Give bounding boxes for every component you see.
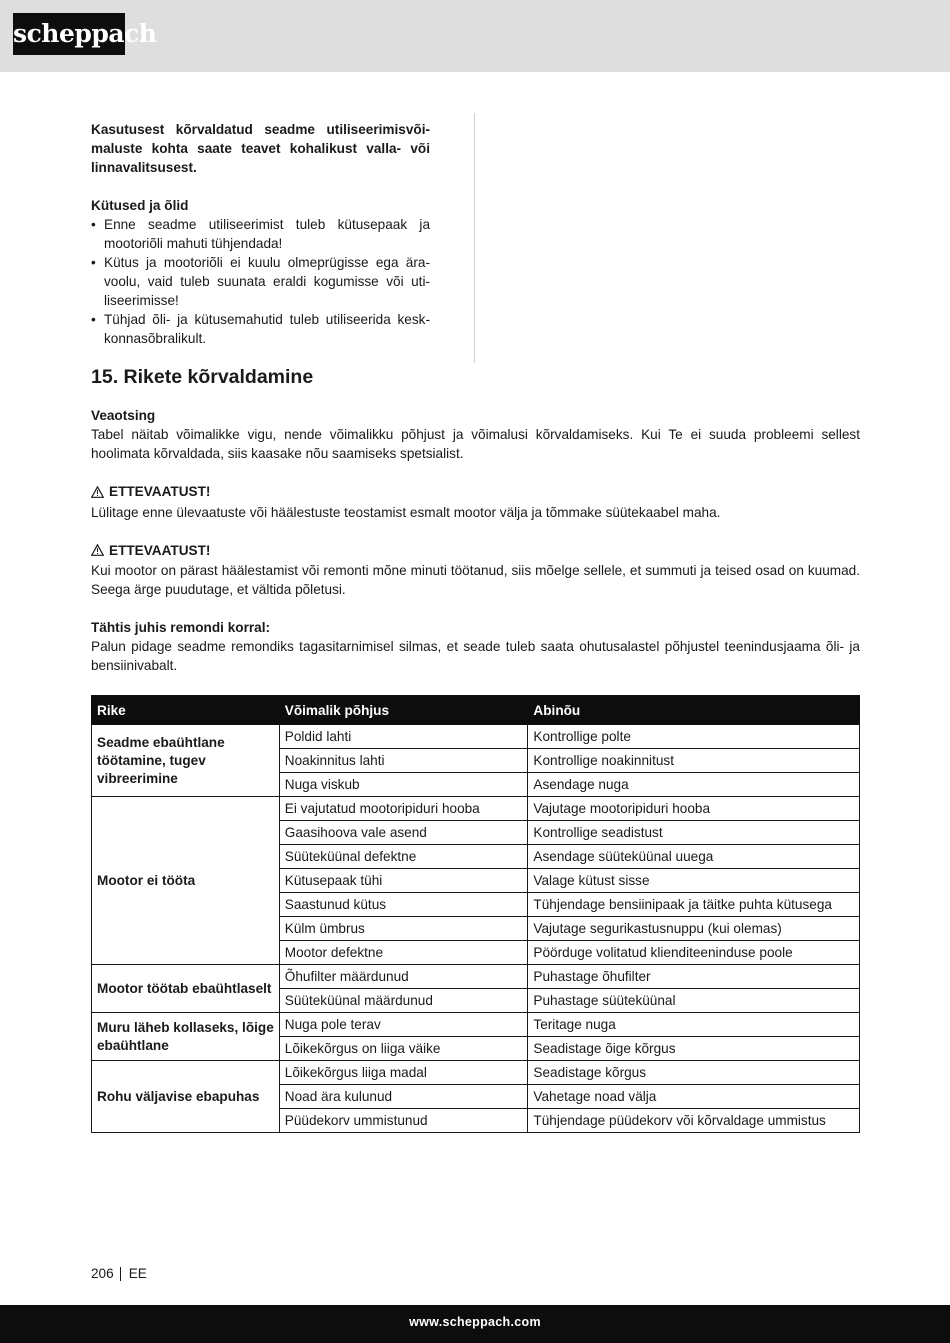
remedy-cell: Seadistage õige kõrgus xyxy=(528,1037,860,1061)
table-row xyxy=(92,1013,860,1037)
table-row xyxy=(92,725,860,749)
cause-cell: Süüteküünal defektne xyxy=(279,845,528,869)
fault-cell: Muru läheb kollaseks, lõige ebaühtlane xyxy=(92,1013,280,1061)
page-footer xyxy=(91,1265,147,1283)
table-body xyxy=(92,725,860,1133)
warning-label: ETTEVAATUST! xyxy=(109,484,211,499)
fault-cell: Rohu väljavise ebapuhas xyxy=(92,1061,280,1133)
remedy-cell: Puhastage õhufilter xyxy=(528,965,860,989)
column-header: Võimalik põhjus xyxy=(279,696,528,725)
brand-logo: scheppach xyxy=(13,13,125,55)
footer-separator xyxy=(120,1267,121,1281)
remedy-cell: Kontrollige noakinnitust xyxy=(528,749,860,773)
disposal-intro: Kasutusest kõrvaldatud seadme utiliseerimisvõi-maluste kohta saate teavet kohalikust valla- või linnavalitsusest. xyxy=(91,122,430,175)
remedy-cell: Asendage süüteküünal uuega xyxy=(528,845,860,869)
cause-cell: Nuga pole terav xyxy=(279,1013,528,1037)
table-row xyxy=(92,1061,860,1085)
footer-bar xyxy=(0,1305,950,1343)
column-header: Rike xyxy=(92,696,280,725)
cause-cell: Lõikekõrgus on liiga väike xyxy=(279,1037,528,1061)
cause-cell: Noakinnitus lahti xyxy=(279,749,528,773)
cause-cell: Gaasihoova vale asend xyxy=(279,821,528,845)
remedy-cell: Seadistage kõrgus xyxy=(528,1061,860,1085)
cause-cell: Püüdekorv ummistunud xyxy=(279,1109,528,1133)
remedy-cell: Teritage nuga xyxy=(528,1013,860,1037)
troubleshoot-title: Veaotsing xyxy=(91,408,156,423)
list-item: • Tühjad õli- ja kütusemahutid tuleb utiliseerida kesk-konnasõbralikult. xyxy=(91,310,430,348)
remedy-cell: Puhastage süüteküünal xyxy=(528,989,860,1013)
warning-heading xyxy=(91,541,210,560)
cause-cell: Poldid lahti xyxy=(279,725,528,749)
section-title: 15. Rikete kõrvaldamine xyxy=(91,366,314,388)
warning-label: ETTEVAATUST! xyxy=(109,542,211,558)
remedy-cell: Vahetage noad välja xyxy=(528,1085,860,1109)
remedy-cell: Tühjendage püüdekorv või kõrvaldage ummistus xyxy=(528,1109,860,1133)
cause-cell: Noad ära kulunud xyxy=(279,1085,528,1109)
repair-note-text: Palun pidage seadme remondiks tagasitarnimisel silmas, et seade tuleb saata ohutusalastel põhjustel teenindusjaama õli- ja bensiinivabalt. xyxy=(91,639,860,673)
cause-cell: Lõikekõrgus liiga madal xyxy=(279,1061,528,1085)
remedy-cell: Valage kütust sisse xyxy=(528,869,860,893)
cause-cell: Ei vajutatud mootoripiduri hooba xyxy=(279,797,528,821)
cause-cell: Mootor defektne xyxy=(279,941,528,965)
footer-url: www.scheppach.com xyxy=(409,1315,541,1329)
cause-cell: Nuga viskub xyxy=(279,773,528,797)
list-item: • Enne seadme utiliseerimist tuleb kütusepaak ja mootoriõli mahuti tühjendada! xyxy=(91,215,430,253)
cause-cell: Kütusepaak tühi xyxy=(279,869,528,893)
cause-cell: Süüteküünal määrdunud xyxy=(279,989,528,1013)
warning-heading xyxy=(91,482,210,501)
troubleshooting-table xyxy=(91,695,860,1133)
page-number: 206 xyxy=(91,1266,114,1281)
fuels-title: Kütused ja õlid xyxy=(91,198,189,213)
fault-cell: Mootor ei tööta xyxy=(92,797,280,965)
fuels-list xyxy=(91,215,430,348)
cause-cell: Õhufilter määrdunud xyxy=(279,965,528,989)
fault-cell: Mootor töötab ebaühtlaselt xyxy=(92,965,280,1013)
remedy-cell: Kontrollige seadistust xyxy=(528,821,860,845)
remedy-cell: Asendage nuga xyxy=(528,773,860,797)
table-header-row xyxy=(92,696,860,725)
repair-note-title: Tähtis juhis remondi korral: xyxy=(91,620,271,635)
warning-triangle-icon xyxy=(91,544,104,556)
warning-text: Kui mootor on pärast häälestamist või remonti mõne minuti töötanud, siis mõelge sellele, et summuti ja teised osad on kuumad. Seega ärge puudutage, et vältida põletusi. xyxy=(91,563,860,597)
table-row xyxy=(92,797,860,821)
troubleshoot-text: Tabel näitab võimalikke vigu, nende võimalikku põhjust ja võimalusi kõrvaldamiseks. Kui Te ei suuda probleemi sellest hoolimata kõrvaldada, siis kaasake nõu saamiseks spetsialist. xyxy=(91,427,860,461)
remedy-cell: Kontrollige polte xyxy=(528,725,860,749)
list-item: • Kütus ja mootoriõli ei kuulu olmeprügisse ega ära-voolu, vaid tuleb suunata eraldi kogumisse või uti-liseerimisse! xyxy=(91,253,430,310)
remedy-cell: Vajutage mootoripiduri hooba xyxy=(528,797,860,821)
table-row xyxy=(92,965,860,989)
column-header: Abinõu xyxy=(528,696,860,725)
warning-text: Lülitage enne ülevaatuste või häälestuste teostamist esmalt mootor välja ja tõmmake süütekaabel maha. xyxy=(91,504,721,520)
language-code: EE xyxy=(128,1266,147,1281)
remedy-cell: Tühjendage bensiinipaak ja täitke puhta kütusega xyxy=(528,893,860,917)
cause-cell: Külm ümbrus xyxy=(279,917,528,941)
remedy-cell: Vajutage segurikastusnuppu (kui olemas) xyxy=(528,917,860,941)
header-bar xyxy=(0,0,950,72)
cause-cell: Saastunud kütus xyxy=(279,893,528,917)
column-divider xyxy=(474,113,475,363)
fault-cell: Seadme ebaühtlane töötamine, tugev vibreerimine xyxy=(92,725,280,797)
left-column xyxy=(91,120,430,348)
main-text xyxy=(91,406,860,675)
warning-triangle-icon xyxy=(91,486,104,498)
remedy-cell: Pöörduge volitatud klienditeeninduse poole xyxy=(528,941,860,965)
